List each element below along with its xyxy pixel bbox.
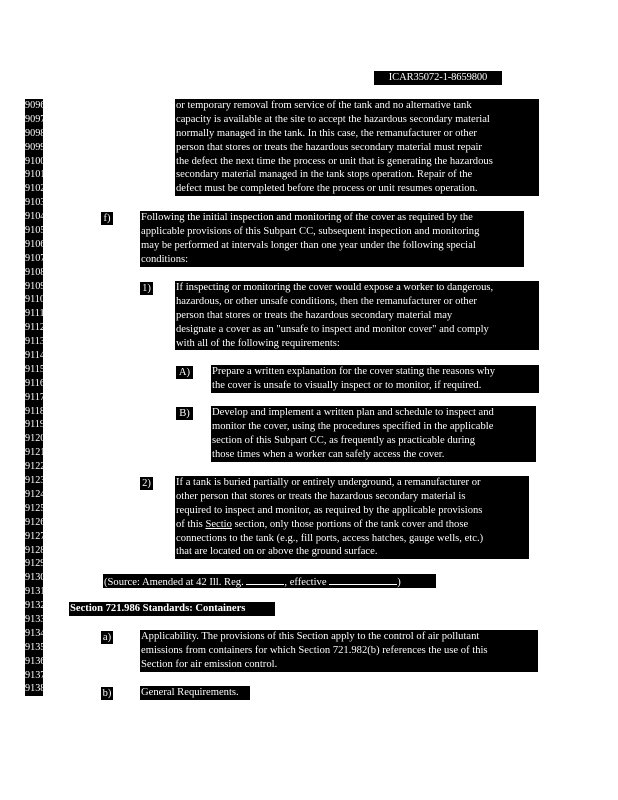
line-number: 9101 (25, 169, 46, 181)
line-number: 9135 (25, 641, 46, 653)
line-number: 9111 (25, 308, 45, 320)
text-line: the defect the next time the process or unit that is generating the hazardous (176, 155, 493, 167)
line-number: 9134 (25, 627, 46, 639)
text-line: normally managed in the tank. In this case, the remanufacturer or other (176, 127, 477, 139)
text-fragment: of this (176, 518, 206, 530)
item-label-b: b) (102, 688, 112, 699)
line-number: 9113 (25, 336, 45, 348)
line-number: 9107 (25, 252, 46, 264)
line-number: 9120 (25, 433, 46, 445)
paragraph-f2-line: If a tank is buried partially or entirely underground, a remanufacturer or (176, 477, 481, 488)
text-line: If inspecting or monitoring the cover would expose a worker to dangerous, (176, 282, 494, 293)
line-number: 9104 (25, 211, 46, 223)
text-fragment: section, only those portions of the tank cover and those (231, 518, 469, 530)
item-label-f1: 1) (140, 282, 153, 295)
line-number: 9136 (25, 655, 46, 667)
line-number: 9099 (25, 141, 46, 153)
paragraph-a (140, 630, 538, 672)
text-line: Section for air emission control. (141, 658, 278, 670)
line-number: 9131 (25, 586, 46, 598)
line-number: 9103 (25, 197, 46, 209)
paragraph-f (140, 211, 524, 267)
paragraph-fB (211, 406, 536, 462)
line-number: 9137 (25, 669, 46, 681)
line-number: 9129 (25, 558, 46, 570)
line-number: 9102 (25, 183, 46, 195)
text-line: or temporary removal from service of the tank and no alternative tank (176, 100, 472, 111)
line-number: 9116 (25, 377, 45, 389)
item-label-f: f) (101, 212, 113, 225)
text-line: those times when a worker can safely access the cover. (212, 448, 445, 460)
line-number: 9132 (25, 600, 46, 612)
section-heading-text: Section 721.986 Standards: Containers (70, 603, 246, 614)
text-line: designate a cover as an "unsafe to inspect and monitor cover" and comply (176, 323, 489, 335)
text-line: conditions: (141, 253, 189, 265)
line-number: 9117 (25, 391, 45, 403)
paragraph-f2-line: other person that stores or treats the hazardous secondary material is (176, 490, 466, 502)
text-line: person that stores or treats the hazardous secondary material must repair (176, 141, 482, 153)
line-number: 9123 (25, 475, 46, 487)
paragraph-f2 (175, 476, 529, 559)
text-line: person that stores or treats the hazardous secondary material may (176, 309, 453, 321)
item-label-a: a) (102, 632, 112, 643)
line-number: 9114 (25, 350, 45, 362)
text-line: Develop and implement a written plan and schedule to inspect and (212, 407, 494, 418)
text-line: hazardous, or other unsafe conditions, then the remanufacturer or other (176, 295, 477, 307)
text-line: applicable provisions of this Subpart CC, subsequent inspection and monitoring (141, 225, 480, 237)
line-number: 9125 (25, 502, 46, 514)
source-note-effective: , effective (284, 577, 327, 588)
text-line: Prepare a written explanation for the cover stating the reasons why (212, 366, 495, 377)
paragraph-f2-line-section-ref (176, 518, 528, 532)
line-number: 9115 (25, 363, 45, 375)
source-note-prefix: (Source: Amended at 42 Ill. Reg. (104, 577, 244, 588)
paragraph-b (140, 686, 250, 700)
line-number: 9106 (25, 238, 46, 250)
line-number-column (25, 99, 46, 696)
underlined-inserted-text: Sectio (205, 518, 232, 530)
text-line: Following the initial inspection and monitoring of the cover as required by the (141, 212, 473, 223)
text-line: secondary material managed in the tank stops operation. Repair of the (176, 169, 473, 181)
text-line: monitor the cover, using the procedures specified in the applicable (212, 420, 494, 432)
line-number: 9119 (25, 419, 45, 431)
line-number: 9133 (25, 613, 46, 625)
document-header-id: ICAR35072-1-8659800 (374, 71, 502, 85)
paragraph-b-text: General Requirements. (141, 687, 239, 698)
item-label-fA: A) (176, 366, 193, 379)
text-line: capacity is available at the site to accept the hazardous secondary material (176, 113, 490, 125)
line-number: 9100 (25, 155, 46, 167)
paragraph-repair-continuation (175, 99, 539, 196)
text-line: defect must be completed before the process or unit resumes operation. (176, 183, 478, 195)
paragraph-fA (211, 365, 539, 393)
text-line: with all of the following requirements: (176, 337, 340, 349)
line-number: 9127 (25, 530, 46, 542)
line-number: 9110 (25, 294, 45, 306)
line-number: 9096 (25, 100, 46, 111)
source-note (103, 574, 436, 588)
line-number: 9098 (25, 127, 46, 139)
text-line: Applicability. The provisions of this Section apply to the control of air pollutant (141, 631, 480, 642)
source-note-close: ) (397, 577, 401, 588)
paragraph-f1 (175, 281, 539, 350)
line-number: 9130 (25, 572, 46, 584)
line-number: 9097 (25, 113, 46, 125)
paragraph-f2-line: connections to the tank (e.g., fill ports, access hatches, gauge wells, etc.) (176, 532, 484, 544)
line-number: 9124 (25, 488, 46, 500)
line-number: 9105 (25, 225, 46, 237)
blank-register-citation (246, 574, 284, 585)
blank-effective-date (329, 574, 397, 585)
text-line: the cover is unsafe to visually inspect or to monitor, if required. (212, 379, 482, 391)
paragraph-f2-line: that are located on or above the ground surface. (176, 546, 378, 558)
item-label-fB: B) (176, 407, 193, 420)
text-line: section of this Subpart CC, as frequently as practicable during (212, 434, 476, 446)
line-number: 9138 (25, 683, 46, 695)
line-number: 9122 (25, 461, 46, 473)
line-number: 9112 (25, 322, 45, 334)
line-number: 9128 (25, 544, 46, 556)
line-number: 9108 (25, 266, 46, 278)
line-number: 9126 (25, 516, 46, 528)
line-number: 9121 (25, 447, 46, 459)
paragraph-f2-line: required to inspect and monitor, as required by the applicable provisions (176, 504, 483, 516)
line-number: 9118 (25, 405, 45, 417)
item-label-f2: 2) (140, 477, 153, 490)
section-heading (69, 602, 275, 616)
line-number: 9109 (25, 280, 46, 292)
text-line: may be performed at intervals longer than one year under the following special (141, 239, 476, 251)
text-line: emissions from containers for which Section 721.982(b) references the use of this (141, 644, 488, 656)
